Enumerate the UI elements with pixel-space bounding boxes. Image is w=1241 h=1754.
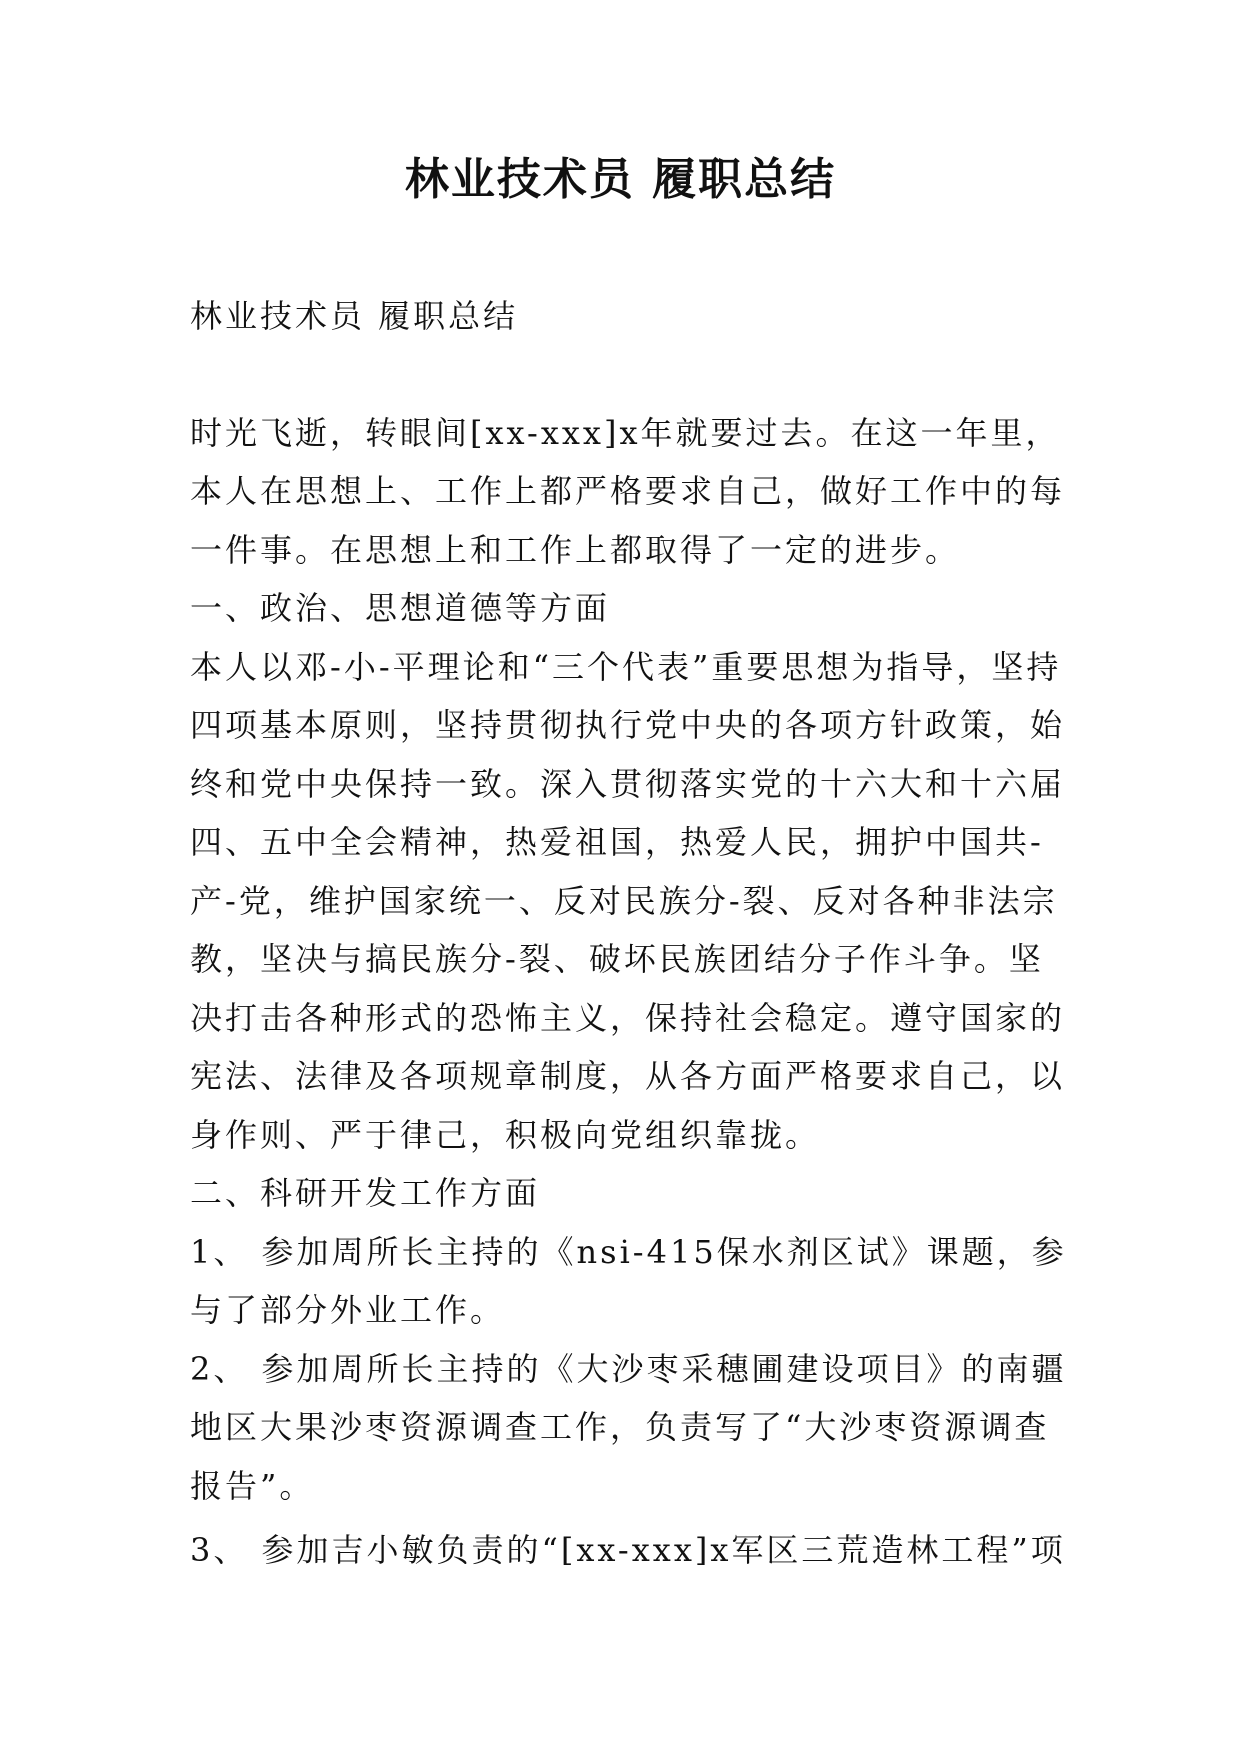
paragraph-political: 本人以邓-小-平理论和“三个代表”重要思想为指导，坚持四项基本原则，坚持贯彻执行党中央的各项方针政策，始终和党中央保持一致。深入贯彻落实党的十六大和十六届四、五中全会精神，热爱祖国，热爱人民，拥护中国共-产-党，维护国家统一、反对民族分-裂、反对各种非法宗教，坚决与搞民族分-裂、破坏民族团结分子作斗争。坚决打击各种形式的恐怖主义，保持社会稳定。遵守国家的宪法、法律及各项规章制度，从各方面严格要求自己，以身作则、严于律己，积极向党组织靠拢。: [190, 647, 1066, 1154]
list-item-3: 3、 参加吉小敏负责的“[xx-xxx]x军区三荒造林工程”项: [190, 1531, 1066, 1569]
list-item-1: 1、 参加周所长主持的《nsi-415保水剂区试》课题，参与了部分外业工作。: [190, 1232, 1067, 1329]
document-body: [190, 287, 1070, 1580]
list-item-2: 2、 参加周所长主持的《大沙枣采穗圃建设项目》的南疆地区大果沙枣资源调查工作，负责写了“大沙枣资源调查报告”。: [190, 1349, 1067, 1505]
paragraph-intro: 时光飞逝，转眼间[xx-xxx]x年就要过去。在这一年里，本人在思想上、工作上都严格要求自己，做好工作中的每一件事。在思想上和工作上都取得了一定的进步。: [190, 413, 1066, 569]
section-heading-2: 二、科研开发工作方面: [190, 1174, 541, 1212]
section-heading-1: 一、政治、思想道德等方面: [190, 589, 611, 627]
document-title: 林业技术员 履职总结: [404, 154, 837, 205]
document-subtitle: 林业技术员 履职总结: [190, 297, 519, 335]
